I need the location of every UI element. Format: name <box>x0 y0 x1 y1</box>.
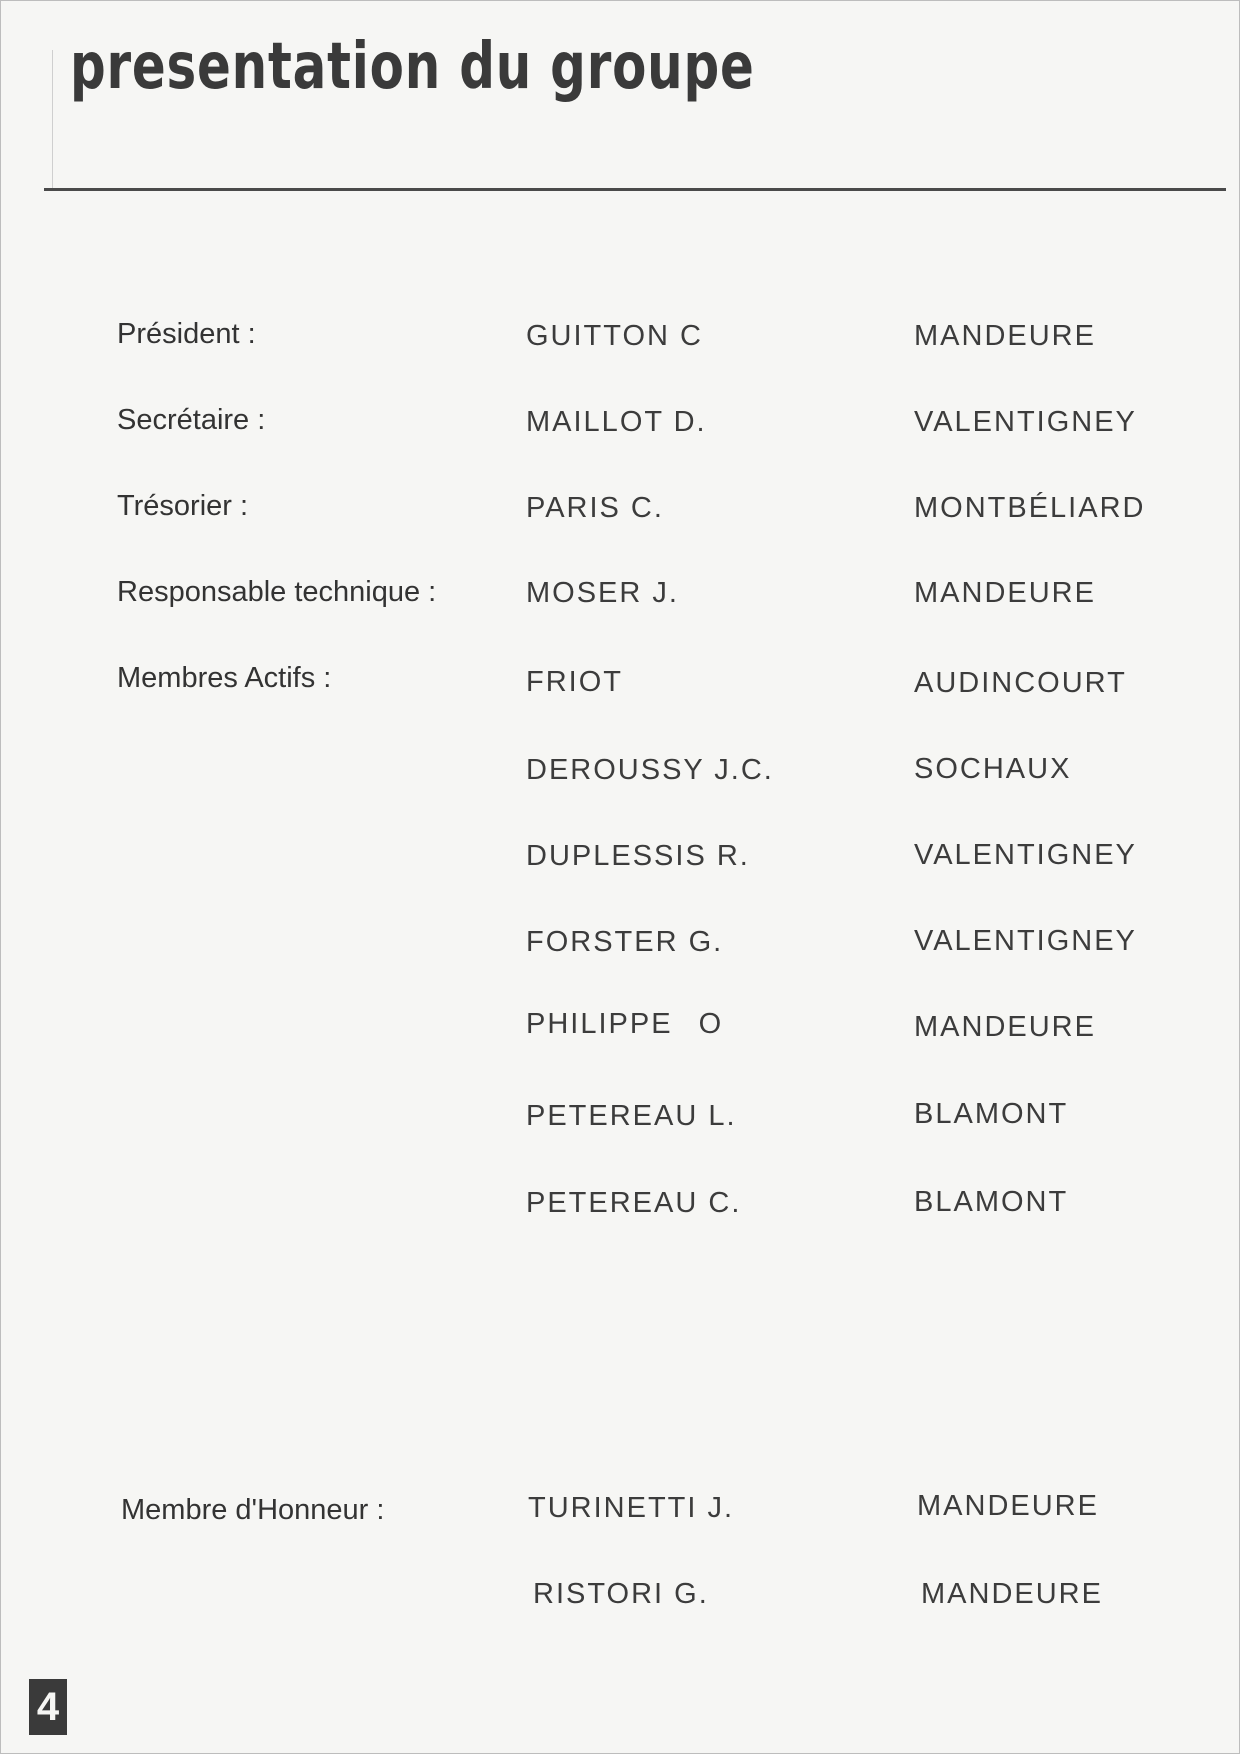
name-tresorier: PARIS C. <box>526 492 664 524</box>
honorary-member-town: MANDEURE <box>921 1578 1103 1610</box>
member-town: VALENTIGNEY <box>914 839 1137 871</box>
member-town: VALENTIGNEY <box>914 925 1137 957</box>
town-tresorier: MONTBÉLIARD <box>914 492 1146 524</box>
member-town: AUDINCOURT <box>914 667 1127 699</box>
town-technique: MANDEURE <box>914 577 1096 609</box>
name-president: GUITTON C <box>526 320 703 352</box>
member-town: SOCHAUX <box>914 753 1072 785</box>
town-secretaire: VALENTIGNEY <box>914 406 1137 438</box>
member-name: PETEREAU L. <box>526 1100 737 1132</box>
honorary-member-town: MANDEURE <box>917 1490 1099 1522</box>
name-technique: MOSER J. <box>526 577 679 609</box>
label-membres-actifs: Membres Actifs : <box>117 662 332 694</box>
role-president: Président : <box>117 318 256 350</box>
member-town: BLAMONT <box>914 1186 1069 1218</box>
member-name: DUPLESSIS R. <box>526 840 750 872</box>
name-secretaire: MAILLOT D. <box>526 406 707 438</box>
page-number: 4 <box>29 1679 67 1735</box>
member-name: FORSTER G. <box>526 926 724 958</box>
label-membres-honneur: Membre d'Honneur : <box>121 1494 385 1526</box>
role-tresorier: Trésorier : <box>117 490 249 522</box>
member-name: FRIOT <box>526 666 623 698</box>
role-secretaire: Secrétaire : <box>117 404 266 436</box>
title-rule <box>44 188 1226 191</box>
page-title: presentation du groupe <box>70 30 755 104</box>
member-town: BLAMONT <box>914 1098 1069 1130</box>
member-town: MANDEURE <box>914 1011 1096 1043</box>
margin-mark <box>52 50 53 190</box>
role-technique: Responsable technique : <box>117 576 437 608</box>
member-name: PETEREAU C. <box>526 1187 742 1219</box>
honorary-member-name: TURINETTI J. <box>528 1492 735 1524</box>
member-name: DEROUSSY J.C. <box>526 754 774 786</box>
town-president: MANDEURE <box>914 320 1096 352</box>
honorary-member-name: RISTORI G. <box>533 1578 709 1610</box>
member-name: PHILIPPE O <box>526 1008 724 1040</box>
